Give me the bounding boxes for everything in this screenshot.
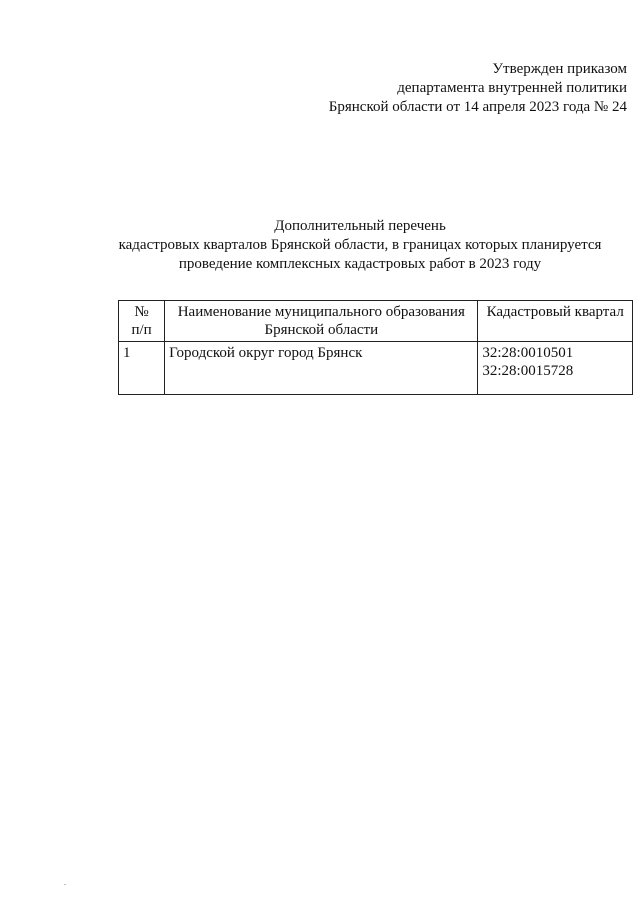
scan-speck	[64, 884, 66, 885]
row-quarters	[478, 342, 633, 395]
quarter-value-1: 32:28:0010501	[482, 345, 574, 361]
header-quarter	[478, 301, 633, 342]
row-num: 1	[119, 342, 165, 395]
header-quarter-label: Кадастровый квартал	[486, 304, 624, 320]
title-line-3: проведение комплексных кадастровых работ в 2023 году	[178, 256, 542, 272]
document-title	[40, 217, 639, 274]
title-line-2: кадастровых кварталов Брянской области, в границах которых планируется	[118, 237, 602, 253]
approval-line-3: Брянской области от 14 апреля 2023 года № 24	[328, 99, 627, 115]
row-municipality: Городской округ город Брянск	[165, 342, 478, 395]
quarter-value-2: 32:28:0015728	[482, 363, 574, 379]
title-line-1: Дополнительный перечень	[274, 218, 446, 234]
header-name	[165, 301, 478, 342]
header-num-line-2: п/п	[131, 322, 152, 338]
header-name-line-1: Наименование муниципального образования	[177, 304, 465, 320]
approval-line-2: департамента внутренней политики	[397, 80, 627, 96]
approval-line-1: Утвержден приказом	[492, 61, 627, 77]
table-row	[119, 342, 633, 395]
header-name-line-2: Брянской области	[264, 322, 379, 338]
header-num-line-1: №	[134, 304, 149, 320]
approval-block	[329, 60, 627, 117]
header-num	[119, 301, 165, 342]
table-header-row	[119, 301, 633, 342]
cadastral-table	[118, 300, 633, 395]
